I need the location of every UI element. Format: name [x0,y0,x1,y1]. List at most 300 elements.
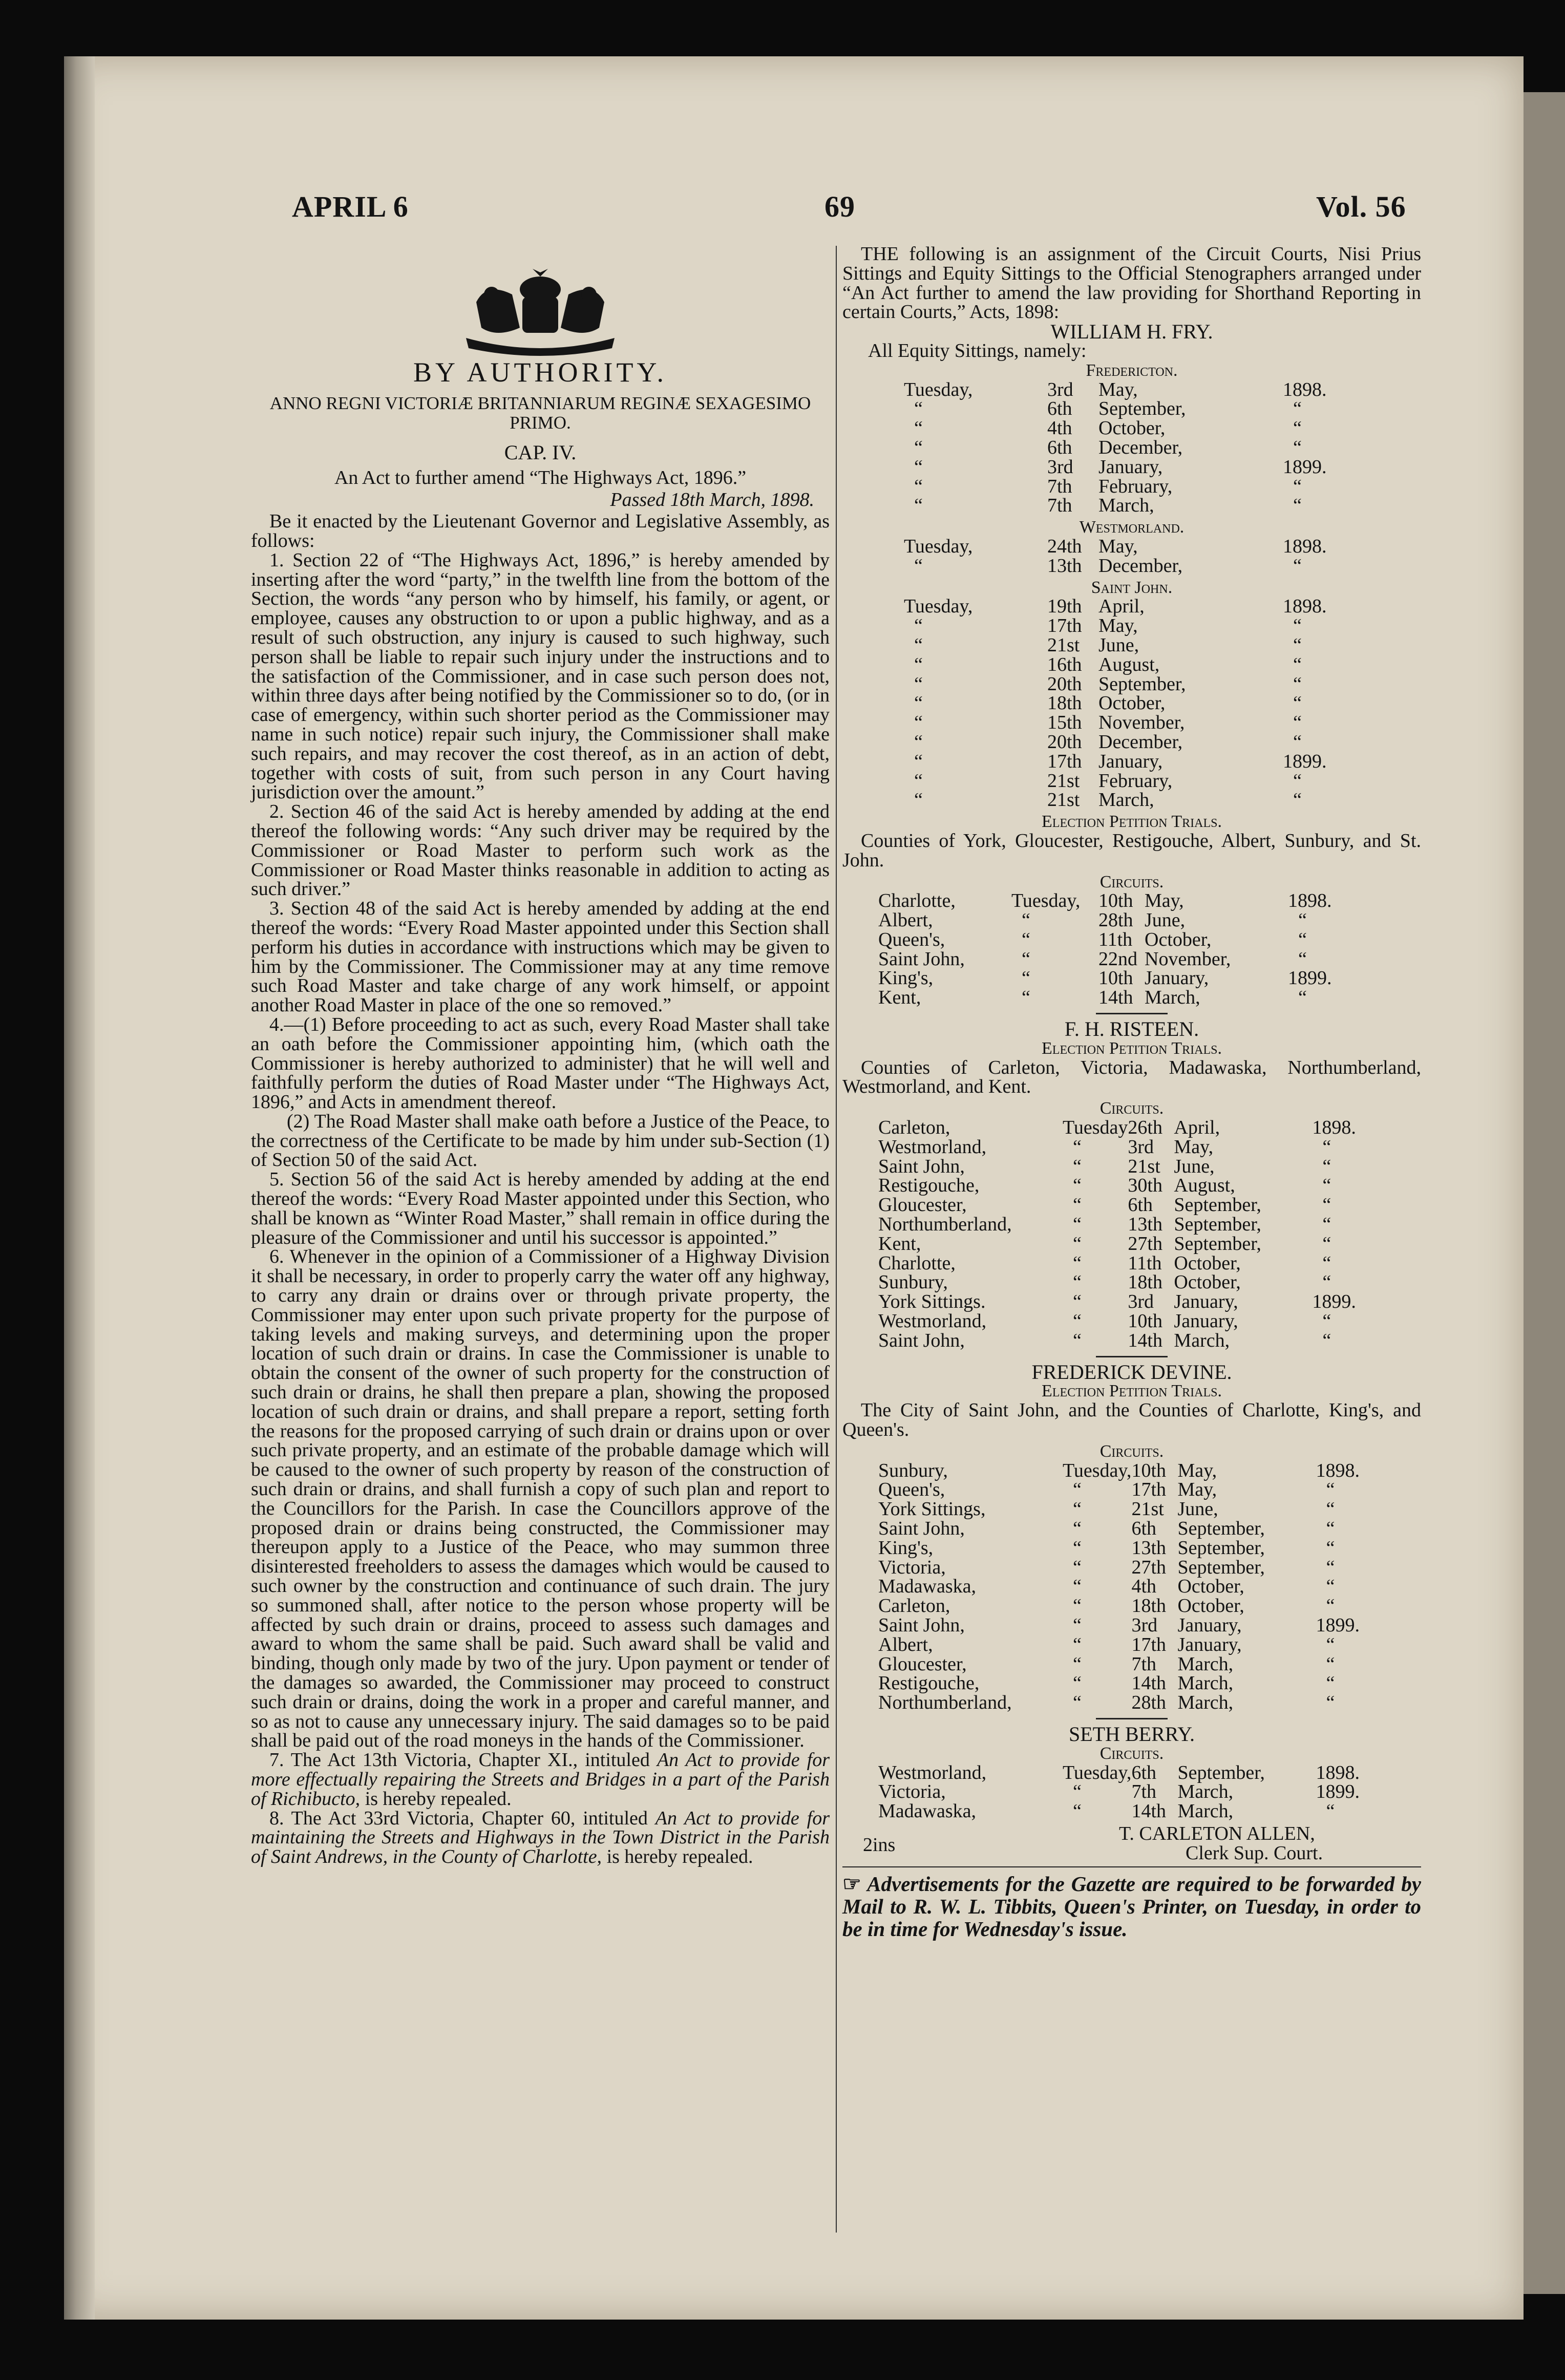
schedule-cell: Tuesday, [904,535,973,557]
schedule-cell: “ [1326,1692,1335,1714]
schedule-row [878,1597,1377,1616]
schedule-row [878,1519,1377,1539]
schedule-cell: Tuesday, [904,378,973,400]
binding-edge [64,56,95,2320]
schedule-cell: October, [1098,417,1166,439]
schedule-cell: June, [1098,634,1139,656]
schedule-cell: Saint John, [878,1614,965,1636]
schedule-row [904,772,1355,791]
schedule-cell: “ [1073,1576,1082,1598]
schedule-cell: “ [914,417,923,439]
schedule-row [904,458,1355,477]
schedule-row [878,1312,1373,1331]
schedule-cell: 1898. [1283,535,1327,557]
act-title: An Act to further amend “The Highways Act, 1896.” [334,466,747,488]
schedule-cell: Sunbury, [878,1459,948,1481]
schedule-cell: March, [1177,1781,1234,1803]
advertising-notice: ☞ Advertisements for the Gazette are required to be forwarded by Mail to R. W. L. Tibbits, Queen's Printer, on Tuesday, in order to be in time for Wednesday's issue. [842,1872,1421,1941]
schedule-cell: December, [1098,555,1183,577]
schedule-cell: 20th [1047,731,1082,753]
schedule-cell: “ [1293,475,1302,497]
saint-john-table [904,597,1355,810]
schedule-cell: June, [1174,1155,1215,1177]
schedule-cell: Tuesday, [1063,1761,1132,1783]
signature-title: Clerk Sup. Court. [1186,1842,1323,1864]
schedule-cell: “ [914,789,923,811]
schedule-cell: “ [1326,1576,1335,1598]
schedule-cell: January, [1174,1291,1238,1313]
schedule-row [878,1480,1377,1500]
pointing-hand-icon: ☞ [842,1872,861,1896]
schedule-cell: “ [1298,948,1307,970]
schedule-row [904,438,1355,458]
schedule-cell: 1898. [1283,596,1327,618]
schedule-cell: Charlotte, [878,1252,956,1274]
schedule-cell: York Sittings, [878,1498,986,1520]
schedule-cell: Sunbury, [878,1271,948,1293]
schedule-cell: 18th [1131,1595,1166,1617]
schedule-row [904,496,1355,516]
schedule-cell: March, [1177,1653,1234,1675]
column-rule [836,246,837,2233]
schedule-cell: September, [1177,1761,1265,1783]
schedule-cell: “ [1322,1232,1331,1255]
schedule-cell: October, [1098,692,1166,714]
volume-number: Vol. 56 [1316,190,1406,223]
assignment-intro: THE following is an assignment of the Circuit Courts, Nisi Prius Sittings and Equity Sittings to the Official Stenographers arranged under “An Act further to amend the law providing for Shorthand Reporting in certain Courts,” Acts, 1898: [842,243,1421,323]
subhead-circuits: Circuits. [1099,1099,1164,1118]
schedule-cell: 1899. [1312,1291,1356,1313]
schedule-cell: March, [1177,1800,1234,1822]
schedule-cell: “ [1022,987,1030,1009]
schedule-cell: May, [1177,1479,1217,1501]
schedule-cell: Tuesday, [904,596,973,618]
schedule-cell: August, [1174,1175,1235,1197]
schedule-row [878,1254,1373,1273]
schedule-cell: April, [1098,596,1145,618]
royal-arms-icon [456,266,625,356]
act-paragraph: 5. Section 56 of the said Act is hereby amended by adding at the end thereof the words: “Every Road Master appointed under this Section, who shall be known as “Winter Road Master,” shall remain in office during the pleasure of the Commissioner and until his successor is appointed.” [251,1168,830,1248]
schedule-row [878,988,1349,1008]
devine-circuits-table [878,1461,1377,1713]
westmorland-table [904,537,1355,576]
schedule-cell: Tuesday, [1011,890,1081,912]
schedule-cell: “ [1073,1537,1082,1559]
schedule-row [878,1215,1373,1235]
schedule-cell: September, [1174,1214,1261,1236]
schedule-row [904,694,1355,713]
schedule-cell: “ [1073,1310,1082,1332]
schedule-row [878,1138,1373,1157]
schedule-cell: June, [1145,909,1186,931]
schedule-row [878,1235,1373,1254]
schedule-row [878,1157,1373,1177]
schedule-cell: “ [1073,1291,1082,1313]
schedule-cell: “ [1073,1595,1082,1617]
schedule-cell: “ [1073,1329,1082,1351]
act-paragraph-7: 7. The Act 13th Victoria, Chapter XI., intituled An Act to provide for more effectually repairing the Streets and Bridges in a part of the Parish of Richibucto, is hereby repealed. [251,1749,830,1810]
schedule-cell: 27th [1131,1556,1166,1578]
schedule-cell: “ [1293,634,1302,656]
schedule-cell: “ [1298,928,1307,950]
schedule-cell: “ [1073,1175,1082,1197]
schedule-row [878,950,1349,969]
schedule-row [878,1558,1377,1578]
section-divider [1096,1356,1168,1357]
section-divider [1096,1718,1168,1719]
schedule-cell: “ [914,495,923,517]
schedule-cell: 16th [1047,653,1082,675]
schedule-cell: May, [1098,378,1138,400]
schedule-row [878,1176,1373,1196]
schedule-cell: “ [1326,1498,1335,1520]
schedule-cell: “ [1073,1232,1082,1255]
schedule-cell: 1898. [1288,890,1332,912]
insertion-count: 2ins [863,1834,896,1856]
schedule-cell: May, [1098,535,1138,557]
schedule-row [878,1292,1373,1312]
schedule-cell: 17th [1131,1633,1166,1655]
schedule-cell: “ [1326,1595,1335,1617]
schedule-cell: “ [1073,1672,1082,1694]
schedule-cell: 27th [1128,1232,1162,1255]
schedule-cell: Northumberland, [878,1214,1012,1236]
schedule-cell: November, [1145,948,1231,970]
schedule-cell: September, [1098,398,1186,420]
subhead-election-trials: Election Petition Trials. [1042,1038,1222,1058]
schedule-cell: “ [1073,1136,1082,1158]
schedule-cell: “ [1293,673,1302,695]
schedule-cell: “ [914,555,923,577]
schedule-cell: “ [1322,1310,1331,1332]
schedule-cell: 28th [1098,909,1133,931]
schedule-cell: “ [914,770,923,792]
act-paragraph: 2. Section 46 of the said Act is hereby amended by adding at the end thereof the following words: “Any such driver may be required by the Commissioner or Road Master to perform such work as the Commissioner or Road Master thinks reasonable in addition to acting as such driver.” [251,801,830,900]
schedule-cell: “ [1073,1155,1082,1177]
schedule-cell: “ [914,750,923,772]
schedule-cell: “ [1293,731,1302,753]
schedule-cell: 13th [1047,555,1082,577]
schedule-cell: “ [1326,1672,1335,1694]
schedule-row [904,675,1355,694]
schedule-cell: January, [1174,1310,1238,1332]
act-paragraph-8: 8. The Act 33rd Victoria, Chapter 60, intituled An Act to provide for maintaining the Streets and Highways in the Town District in the Parish of Saint Andrews, in the County of Charlotte, is hereby repealed. [251,1807,830,1868]
schedule-cell: “ [1022,928,1030,950]
schedule-cell: “ [1326,1800,1335,1822]
schedule-cell: December, [1098,436,1183,458]
schedule-cell: “ [1073,1518,1082,1539]
schedule-cell: “ [1322,1271,1331,1293]
schedule-cell: “ [1326,1537,1335,1559]
act-paragraph: Be it enacted by the Lieutenant Governor and Legislative Assembly, as follows: [251,511,830,551]
schedule-cell: February, [1098,770,1173,792]
schedule-cell: Westmorland, [878,1761,987,1783]
act-paragraph: 6. Whenever in the opinion of a Commissioner of a Highway Division it shall be necessary, in order to properly carry the water off any highway, to carry any drain or drains over or through private property, the Commissioner may enter upon such private property for the purpose of taking levels and making surveys, and determining upon the proper location of such drain or drains. In case the Commissioner is unable to obtain the consent of the owner of such property for the construction of such drain or drains, he shall then prepare a plan, showing the proposed location of such drain or drains, and shall prepare a report, setting forth the reasons for the proposed carrying of such drain or drains upon or over such private property, and an estimate of the probable damage which will be caused to the owner of such property by reason of the construction of such drain or drains, and shall furnish a copy of such plan and report to the Councillors for the Parish. In case the Councillors approve of the proposed drain or drains being constructed, the Commissioner may thereupon apply to a Justice of the Peace, who may summon three disinterested freeholders to assess the damages which would be caused to such owner by the construction and continuance of such drain. The jury so summoned shall, after notice to the person whose property will be affected by such drain or drains, proceed to assess such damages and award to whom the same shall be paid. Such award shall be valid and binding, though only made by two of the jury. Upon payment or tender of the damages so awarded, the Commissioner may proceed to construct such drain or drains, doing the work in a proper and careful manner, and so as not to cause any unnecessary injury. The said damages so to be paid shall be paid out of the road moneys in the hands of the Commissioner. [251,1246,830,1752]
schedule-cell: “ [1073,1498,1082,1520]
schedule-cell: March, [1177,1672,1234,1694]
schedule-cell: 3rd [1047,378,1073,400]
act-paragraph: 4.—(1) Before proceeding to act as such, every Road Master shall take an oath before the Commissioner appointing him, (which oath the Commissioner is hereby authorized to administer) that he will well and faithfully perform the duties of Road Master under “The Highways Act, 1896,” and Acts in amendment thereof. [251,1013,830,1113]
schedule-cell: 21st [1128,1155,1160,1177]
schedule-cell: January, [1177,1614,1242,1636]
schedule-cell: Westmorland, [878,1310,987,1332]
schedule-cell: “ [1298,987,1307,1009]
schedule-cell: “ [1322,1252,1331,1274]
schedule-cell: “ [1073,1556,1082,1578]
schedule-cell: Queen's, [878,928,945,950]
schedule-cell: Charlotte, [878,890,956,912]
schedule-cell: 15th [1047,712,1082,734]
act-paragraph: 3. Section 48 of the said Act is hereby amended by adding at the end thereof the words: “Every Road Master appointed under this Section shall perform his duties in accordance with instructions which may be given to him by the Commissioner. The Commissioner may at any time remove such Road Master and take charge of any work himself, or appoint another Road Master in place of the one so removed.” [251,898,830,1016]
schedule-cell: Queen's, [878,1479,945,1501]
schedule-cell: 1899. [1288,967,1332,989]
schedule-row [878,1616,1377,1635]
next-page-edge [1524,92,1565,2294]
schedule-cell: 7th [1131,1653,1156,1675]
schedule-cell: 1898. [1316,1761,1360,1783]
schedule-cell: 21st [1047,789,1080,811]
subhead-election-trials: Election Petition Trials. [1042,1382,1222,1401]
schedule-cell: September, [1177,1537,1265,1559]
schedule-row [878,1500,1377,1519]
schedule-cell: “ [1073,1479,1082,1501]
schedule-row [878,1693,1377,1713]
schedule-row [904,477,1355,497]
schedule-cell: March, [1177,1692,1234,1714]
schedule-cell: “ [914,653,923,675]
schedule-row [904,399,1355,419]
schedule-cell: 3rd [1128,1136,1154,1158]
schedule-cell: Tuesday, [1063,1459,1132,1481]
schedule-cell: 20th [1047,673,1082,695]
passed-date: Passed 18th March, 1898. [610,489,814,511]
schedule-cell: January, [1098,456,1163,478]
schedule-cell: Madawaska, [878,1576,976,1598]
signature-block [842,1824,1421,1863]
subhead-saint-john: Saint John. [1091,578,1173,597]
schedule-cell: September, [1098,673,1186,695]
schedule-cell: Victoria, [878,1556,946,1578]
schedule-cell: Victoria, [878,1781,946,1803]
schedule-cell: May, [1098,615,1138,637]
schedule-cell: “ [1322,1175,1331,1197]
schedule-cell: “ [1326,1556,1335,1578]
schedule-row [904,557,1355,576]
schedule-row [904,752,1355,772]
schedule-cell: 22nd [1098,948,1137,970]
schedule-cell: January, [1177,1633,1242,1655]
election-counties: Counties of Carleton, Victoria, Madawaska, Northumberland, Westmorland, and Kent. [842,1056,1421,1098]
schedule-cell: “ [1293,653,1302,675]
schedule-cell: 14th [1131,1800,1166,1822]
schedule-cell: March, [1174,1329,1230,1351]
schedule-cell: “ [1293,398,1302,420]
schedule-cell: “ [1293,770,1302,792]
schedule-cell: 1899. [1316,1781,1360,1803]
schedule-cell: Kent, [878,1232,921,1255]
schedule-cell: 17th [1047,615,1082,637]
schedule-cell: February, [1098,475,1173,497]
schedule-cell: April, [1174,1117,1220,1139]
schedule-cell: October, [1177,1576,1244,1598]
schedule-cell: Saint John, [878,1329,965,1351]
schedule-cell: 1898. [1312,1117,1356,1139]
schedule-cell: 13th [1131,1537,1166,1559]
schedule-cell: 10th [1098,967,1133,989]
schedule-cell: “ [914,475,923,497]
fredericton-table [904,380,1355,516]
schedule-cell: “ [1293,615,1302,637]
schedule-cell: 10th [1128,1310,1162,1332]
schedule-cell: 1898. [1283,378,1327,400]
schedule-row [904,380,1355,400]
schedule-cell: “ [1326,1633,1335,1655]
schedule-cell: January, [1145,967,1209,989]
schedule-cell: December, [1098,731,1183,753]
section-divider [1096,1013,1168,1014]
schedule-row [904,636,1355,655]
schedule-cell: “ [1073,1194,1082,1216]
schedule-cell: 18th [1128,1271,1162,1293]
schedule-row [904,419,1355,438]
notice-divider [842,1866,1421,1867]
schedule-cell: “ [1326,1518,1335,1539]
schedule-cell: 26th [1128,1117,1162,1139]
schedule-cell: “ [1073,1781,1082,1803]
schedule-cell: “ [914,634,923,656]
schedule-cell: Gloucester, [878,1194,967,1216]
schedule-row [878,1273,1373,1292]
schedule-cell: “ [914,436,923,458]
schedule-row [878,1577,1377,1597]
schedule-cell: “ [1322,1194,1331,1216]
subhead-fredericton: Fredericton. [1086,360,1178,380]
schedule-cell: 1899. [1316,1614,1360,1636]
schedule-cell: 10th [1131,1459,1166,1481]
schedule-cell: 24th [1047,535,1082,557]
stenographer-fry: WILLIAM H. FRY. [1050,320,1213,344]
schedule-row [878,1674,1377,1693]
schedule-cell: 14th [1128,1329,1162,1351]
anno-regni: ANNO REGNI VICTORIÆ BRITANNIARUM REGINÆ SEXAGESIMO PRIMO. [269,393,811,433]
schedule-cell: Albert, [878,1633,933,1655]
schedule-cell: 17th [1047,750,1082,772]
page-number: 69 [824,190,855,223]
schedule-cell: September, [1174,1232,1261,1255]
schedule-cell: “ [1293,417,1302,439]
schedule-cell: Restigouche, [878,1672,980,1694]
schedule-row [878,1782,1377,1802]
schedule-cell: “ [1322,1214,1331,1236]
schedule-row [904,791,1355,810]
schedule-cell: October, [1174,1271,1241,1293]
schedule-cell: 7th [1131,1781,1156,1803]
schedule-row [878,1196,1373,1215]
schedule-cell: Saint John, [878,1155,965,1177]
schedule-row [878,1802,1377,1821]
schedule-row [878,1635,1377,1655]
schedule-cell: Westmorland, [878,1136,987,1158]
subhead-westmorland: Westmorland. [1079,518,1185,537]
schedule-cell: 6th [1047,436,1072,458]
schedule-cell: October, [1145,928,1212,950]
schedule-cell: March, [1145,987,1200,1009]
schedule-row [878,1763,1377,1783]
schedule-cell: “ [1022,967,1030,989]
schedule-cell: 3rd [1131,1614,1158,1636]
schedule-cell: Northumberland, [878,1692,1012,1714]
schedule-cell: 4th [1131,1576,1156,1598]
schedule-cell: “ [1293,555,1302,577]
schedule-cell: “ [1073,1214,1082,1236]
schedule-cell: May, [1177,1459,1217,1481]
subhead-circuits: Circuits. [1099,1441,1164,1461]
schedule-row [878,891,1349,911]
schedule-cell: “ [1322,1329,1331,1351]
schedule-cell: “ [914,456,923,478]
schedule-cell: May, [1145,890,1184,912]
schedule-cell: 21st [1047,770,1080,792]
schedule-cell: 6th [1047,398,1072,420]
schedule-cell: October, [1177,1595,1244,1617]
stenographer-devine: FREDERICK DEVINE. [1031,1360,1232,1384]
schedule-cell: 14th [1131,1672,1166,1694]
schedule-cell: King's, [878,967,934,989]
schedule-cell: Albert, [878,909,933,931]
schedule-cell: 4th [1047,417,1072,439]
schedule-cell: 28th [1131,1692,1166,1714]
schedule-cell: 1899. [1283,456,1327,478]
schedule-cell: 1899. [1283,750,1327,772]
schedule-cell: Carleton, [878,1595,950,1617]
schedule-cell: March, [1098,789,1154,811]
schedule-cell: 3rd [1128,1291,1154,1313]
schedule-cell: “ [1322,1136,1331,1158]
schedule-cell: 11th [1098,928,1133,950]
schedule-cell: 11th [1128,1252,1162,1274]
schedule-cell: “ [1073,1692,1082,1714]
risteen-circuits-table [878,1118,1373,1351]
schedule-row [878,911,1349,930]
left-column [251,266,830,1867]
schedule-cell: Kent, [878,987,921,1009]
stenographer-risteen: F. H. RISTEEN. [1064,1017,1199,1041]
schedule-cell: “ [914,398,923,420]
schedule-row [878,1118,1373,1138]
act-paragraph: 1. Section 22 of “The Highways Act, 1896,” is hereby amended by inserting after the word “party,” in the twelfth line from the bottom of the Section, the words “any person who by himself, his family, or agent, or employee, causes any obstruction to or upon a public highway, and as a result of such obstruction, any injury is caused to such highway, such person shall be liable to repair such injury under the instructions and to the satisfaction of the Commissioner, and in case such person does not, within three days after being notified by the Commissioner so to do, (or in case of emergency, within such shorter period as the Commissioner may name in such notice) repair such injury, the Commissioner shall make such repairs, and may recover the cost thereof, as in an action of debt, together with costs of suit, from such person in any Court having jurisdiction over the amount.” [251,549,830,803]
schedule-cell: “ [914,673,923,695]
stenographer-berry: SETH BERRY. [1069,1722,1195,1746]
schedule-cell: “ [1322,1155,1331,1177]
schedule-cell: “ [1022,909,1030,931]
schedule-cell: Carleton, [878,1117,950,1139]
schedule-cell: March, [1098,495,1154,517]
schedule-row [878,1461,1377,1481]
act-paragraph: (2) The Road Master shall make oath before a Justice of the Peace, to the correctness of the Certificate to be made by him under sub-Section (1) of Section 50 of the said Act. [251,1110,830,1171]
schedule-cell: “ [1293,495,1302,517]
schedule-row [904,655,1355,675]
schedule-cell: October, [1174,1252,1241,1274]
schedule-cell: “ [1073,1271,1082,1293]
schedule-cell: 7th [1047,495,1072,517]
running-head-date: APRIL 6 [292,190,409,223]
schedule-cell: “ [1293,789,1302,811]
schedule-cell: Restigouche, [878,1175,980,1197]
fry-circuits-table [878,891,1349,1008]
schedule-cell: “ [914,731,923,753]
schedule-cell: King's, [878,1537,934,1559]
schedule-row [878,1655,1377,1674]
